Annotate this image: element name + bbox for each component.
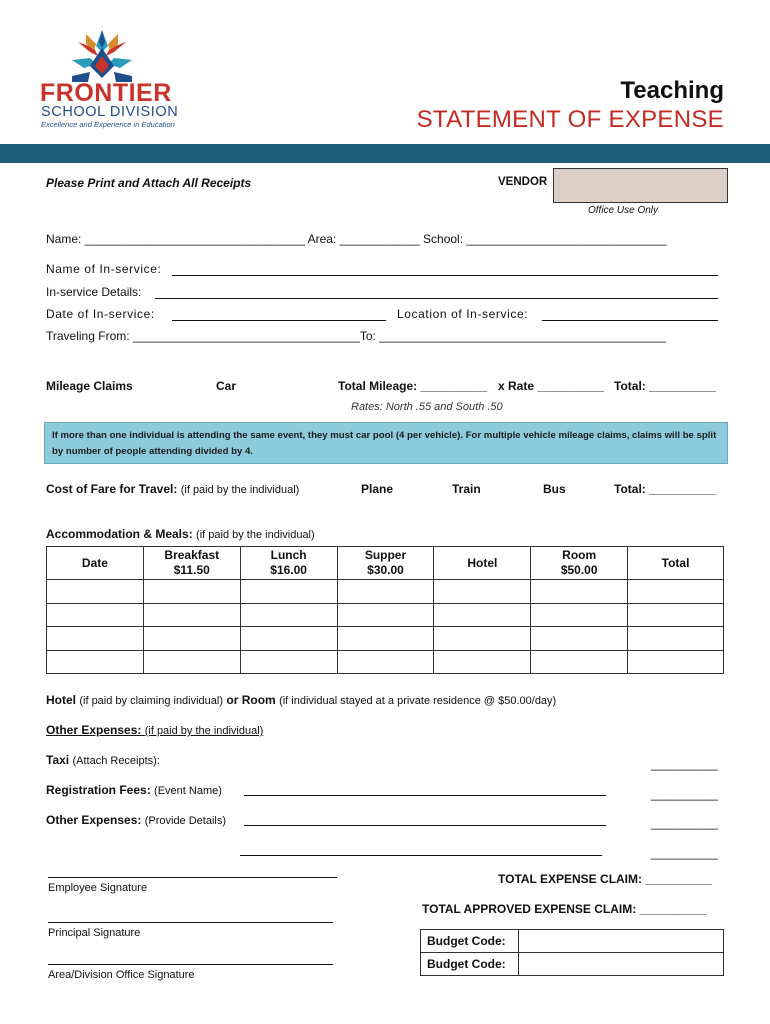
office-use-label: Office Use Only [588, 205, 659, 216]
fare-total-field[interactable]: Total: __________ [614, 482, 716, 496]
budget-code-label: Budget Code: [421, 930, 519, 953]
employee-signature-label: Employee Signature [48, 882, 148, 894]
registration-event-field[interactable] [244, 795, 606, 796]
instruction-text: Please Print and Attach All Receipts [46, 176, 252, 190]
mileage-total-field[interactable]: Total: __________ [614, 379, 716, 393]
registration-amount-field[interactable]: __________ [651, 787, 718, 801]
page-subtitle: STATEMENT OF EXPENSE [416, 106, 724, 133]
accommodation-heading [46, 527, 315, 541]
other-amount-field-2[interactable]: __________ [651, 846, 718, 860]
inservice-details-label: In-service Details: [46, 285, 142, 299]
taxi-amount-field[interactable]: __________ [651, 757, 718, 771]
header-band [0, 144, 770, 163]
col-date: Date [47, 547, 144, 580]
col-breakfast: Breakfast $11.50 [143, 547, 240, 580]
fare-note: (if paid by the individual) [180, 484, 300, 496]
table-row [47, 603, 724, 627]
table-row [421, 953, 724, 976]
vendor-label: VENDOR [498, 176, 548, 188]
car-label: Car [216, 379, 237, 393]
page-title: Teaching [620, 77, 724, 104]
location-field[interactable] [542, 320, 718, 321]
name-area-school-line[interactable]: Name: _________________________________ Area: ____________ School: ______________________________ [46, 232, 667, 246]
logo-subtitle: SCHOOL DIVISION [41, 104, 179, 120]
inservice-name-label: Name of In-service: [46, 262, 162, 276]
col-total: Total [628, 547, 724, 580]
plane-label: Plane [361, 482, 394, 496]
area-office-signature-label: Area/Division Office Signature [48, 969, 195, 981]
total-mileage-field[interactable]: Total Mileage: __________ [338, 379, 488, 393]
inservice-date-label: Date of In-service: [46, 307, 155, 321]
inservice-name-field[interactable] [172, 275, 718, 276]
other-expenses-row: Other Expenses: (Provide Details) [46, 813, 227, 827]
employee-signature-field[interactable] [48, 877, 337, 878]
fare-row [46, 482, 299, 496]
area-office-signature-field[interactable] [48, 964, 333, 965]
train-label: Train [452, 482, 481, 496]
principal-signature-field[interactable] [48, 922, 333, 923]
bus-label: Bus [543, 482, 566, 496]
accommodation-note: (if paid by the individual) [196, 529, 315, 541]
budget-code-field[interactable] [518, 953, 723, 976]
table-row [421, 930, 724, 953]
table-row [47, 650, 724, 674]
principal-signature-label: Principal Signature [48, 927, 141, 939]
hotel-note: Hotel (if paid by claiming individual) or Room (if individual stayed at a private residence @ $50.00/day) [46, 693, 557, 707]
col-lunch: Lunch $16.00 [240, 547, 337, 580]
traveling-line[interactable]: Traveling From: __________________________________To: ___________________________________________ [46, 329, 667, 343]
mileage-label: Mileage Claims [46, 379, 133, 393]
registration-row: Registration Fees: (Event Name) [46, 783, 222, 797]
budget-code-field[interactable] [518, 930, 723, 953]
taxi-row: Taxi (Attach Receipts): [46, 753, 160, 767]
other-expenses-heading: Other Expenses: (if paid by the individual) [46, 723, 264, 737]
inservice-details-field[interactable] [155, 298, 718, 299]
col-room: Room $50.00 [531, 547, 628, 580]
total-expense-claim[interactable]: TOTAL EXPENSE CLAIM: __________ [498, 872, 713, 886]
total-approved-claim[interactable]: TOTAL APPROVED EXPENSE CLAIM: __________ [422, 902, 707, 916]
table-row [47, 627, 724, 651]
accommodation-label: Accommodation & Meals: [46, 527, 193, 541]
logo-name: FRONTIER [40, 79, 172, 107]
other-details-field-2[interactable] [240, 855, 602, 856]
col-supper: Supper $30.00 [337, 547, 434, 580]
meals-header-row [47, 547, 724, 580]
location-label: Location of In-service: [397, 307, 529, 321]
carpool-notice: If more than one individual is attending the same event, they must car pool (4 per vehicle). For multiple vehicle mileage claims, claims will be split by number of people attending divided by 4. [44, 422, 728, 464]
col-hotel: Hotel [434, 547, 531, 580]
vendor-field[interactable] [553, 168, 728, 203]
logo-tagline: Excellence and Experience in Education [41, 120, 175, 129]
budget-code-table [420, 929, 724, 976]
budget-code-label: Budget Code: [421, 953, 519, 976]
rate-field[interactable]: x Rate __________ [498, 379, 605, 393]
fare-label: Cost of Fare for Travel: [46, 482, 178, 496]
other-amount-field[interactable]: __________ [651, 816, 718, 830]
table-row [47, 580, 724, 604]
rates-note: Rates: North .55 and South .50 [351, 401, 503, 413]
meals-table [46, 546, 724, 674]
inservice-date-field[interactable] [172, 320, 386, 321]
other-details-field[interactable] [244, 825, 606, 826]
